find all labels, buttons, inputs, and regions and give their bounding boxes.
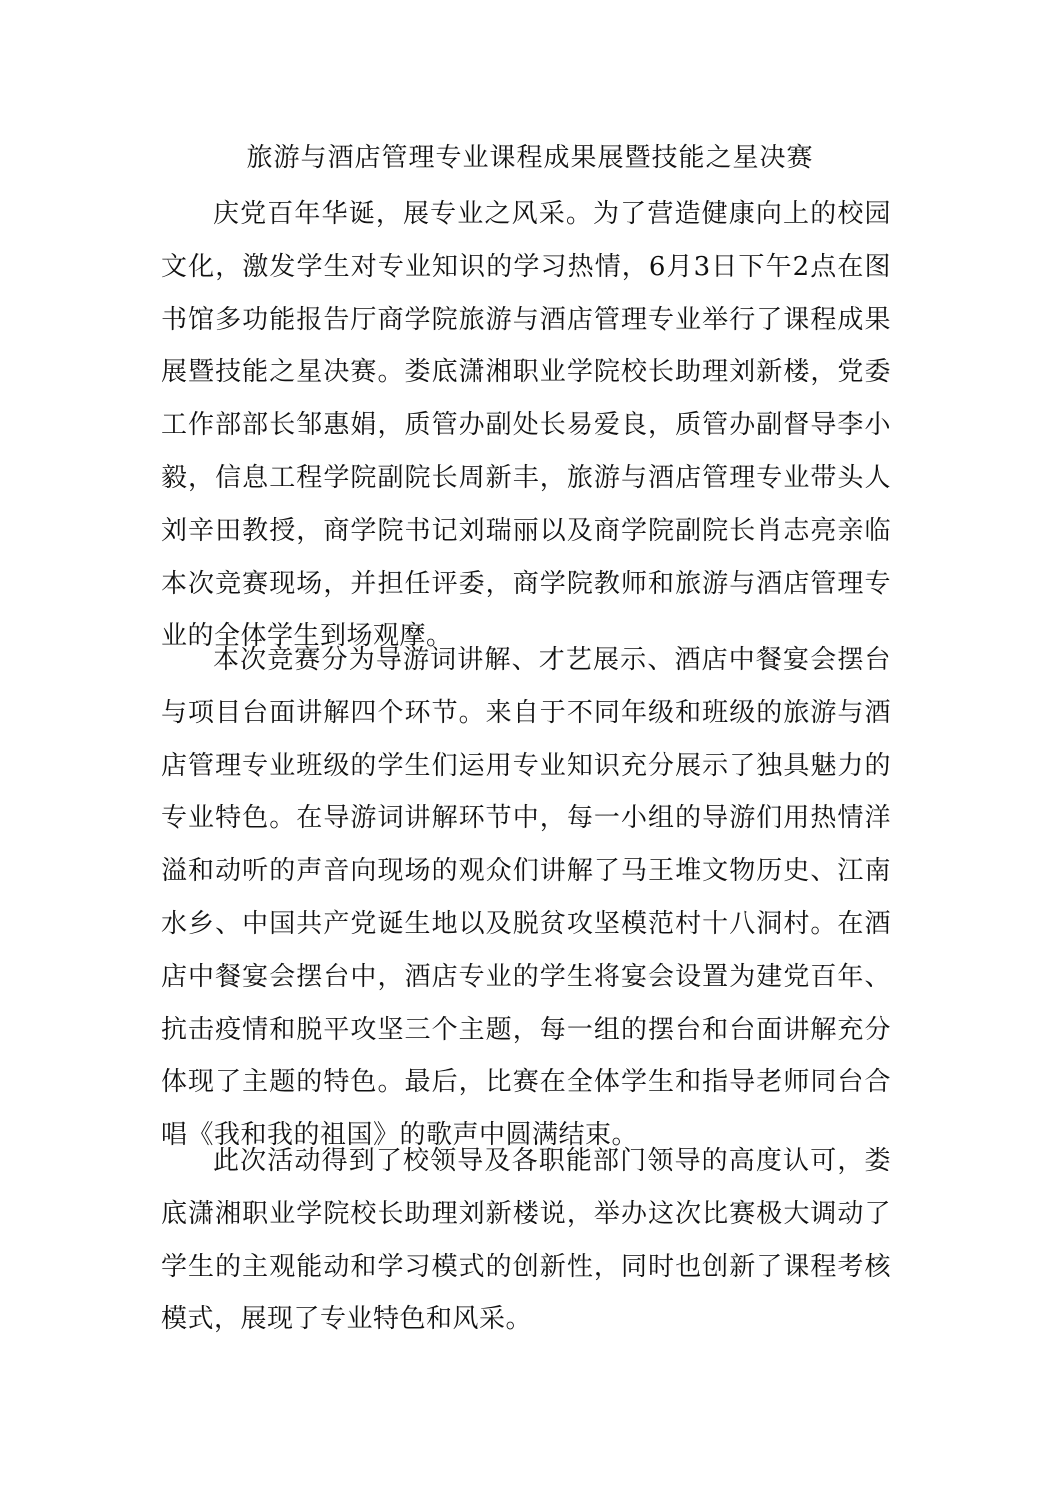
document-title: 旅游与酒店管理专业课程成果展暨技能之星决赛 <box>246 143 814 173</box>
paragraph-opening: 庆党百年华诞，展专业之风采。为了营造健康向上的校园文化，激发学生对专业知识的学习热情，6月3日下午2点在图书馆多功能报告厅商学院旅游与酒店管理专业举行了课程成果展暨技能之星决赛。娄底潇湘职业学院校长助理刘新楼，党委工作部部长邹惠娟，质管办副处长易爱良，质管办副督导李小毅，信息工程学院副院长周新丰，旅游与酒店管理专业带头人刘辛田教授，商学院书记刘瑞丽以及商学院副院长肖志亮亲临本次竞赛现场，并担任评委，商学院教师和旅游与酒店管理专业的全体学生到场观摩。 <box>161 199 891 652</box>
paragraph-closing: 此次活动得到了校领导及各职能部门领导的高度认可，娄底潇湘职业学院校长助理刘新楼说，举办这次比赛极大调动了学生的主观能动和学习模式的创新性，同时也创新了课程考核模式，展现了专业特色和风采。 <box>161 1146 891 1335</box>
paragraph-competition: 本次竞赛分为导游词讲解、才艺展示、酒店中餐宴会摆台与项目台面讲解四个环节。来自于不同年级和班级的旅游与酒店管理专业班级的学生们运用专业知识充分展示了独具魅力的专业特色。在导游词讲解环节中，每一小组的导游们用热情洋溢和动听的声音向现场的观众们讲解了马王堆文物历史、江南水乡、中国共产党诞生地以及脱贫攻坚模范村十八洞村。在酒店中餐宴会摆台中，酒店专业的学生将宴会设置为建党百年、抗击疫情和脱平攻坚三个主题，每一组的摆台和台面讲解充分体现了主题的特色。最后，比赛在全体学生和指导老师同台合唱《我和我的祖国》的歌声中圆满结束。 <box>161 645 891 1151</box>
